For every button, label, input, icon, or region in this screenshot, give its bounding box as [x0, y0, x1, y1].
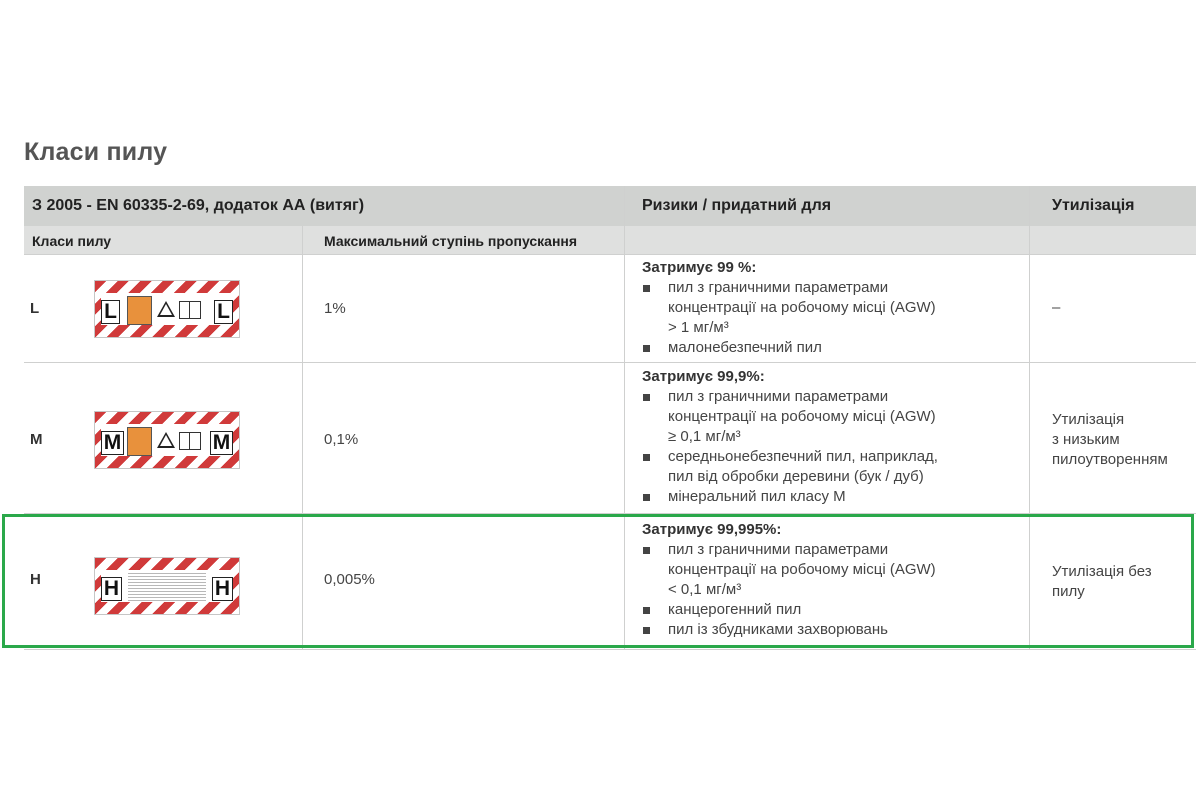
rate-l: 1% — [324, 300, 346, 317]
rate-m: 0,1% — [324, 431, 359, 448]
subheader-risks-cell — [625, 226, 1029, 254]
risk-item: мінеральний пил класу М — [642, 487, 1022, 507]
dust-class-l-sticker-icon — [94, 280, 240, 338]
risk-item-cont: пил від обробки деревини (бук / дуб) — [668, 468, 924, 485]
disposal-line: пилоутворенням — [1052, 451, 1168, 468]
header-risks: Ризики / придатний для — [642, 197, 832, 214]
risk-item-cont: ≥ 0,1 мг/м³ — [668, 428, 741, 445]
risk-item-cont: концентрації на робочому місці (AGW) — [668, 299, 936, 316]
disposal-line: – — [1052, 299, 1061, 316]
disposal-line: з низьким — [1052, 431, 1120, 448]
sticker-letter-m-right: M — [210, 431, 233, 455]
risk-item-cont: < 0,1 мг/м³ — [668, 581, 742, 598]
sticker-letter-l-right: L — [214, 300, 233, 324]
sticker-letter-m-left: M — [101, 431, 124, 455]
risk-heading-l: Затримує 99 %: — [642, 259, 757, 276]
disposal-line: Утилізація без — [1052, 563, 1152, 580]
risk-item-cont: концентрації на робочому місці (AGW) — [668, 561, 936, 578]
subheader-disposal-cell — [1030, 226, 1196, 254]
header-disposal: Утилізація — [1052, 197, 1135, 214]
risk-item: пил з граничними параметрами — [642, 278, 1022, 298]
highlight-frame-h-row — [2, 514, 1194, 648]
rate-h: 0,005% — [324, 571, 375, 588]
risk-item: пил з граничними параметрами — [642, 540, 1022, 560]
risk-item: пил з граничними параметрами — [642, 387, 1022, 407]
disposal-l — [1052, 298, 1060, 318]
risk-item: середньонебезпечний пил, наприклад, — [642, 447, 1022, 467]
dust-class-m-sticker-icon — [94, 411, 240, 469]
disposal-m — [1052, 410, 1168, 470]
risk-item-cont: > 1 мг/м³ — [668, 319, 729, 336]
risk-item: канцерогенний пил — [642, 600, 1022, 620]
sticker-letter-h-left: H — [101, 577, 122, 601]
disposal-line: пилу — [1052, 583, 1085, 600]
page-title: Класи пилу — [24, 138, 168, 166]
class-label-l: L — [30, 300, 40, 317]
subheader-max-permeability: Максимальний ступінь пропускання — [324, 233, 578, 249]
class-label-h: H — [30, 571, 41, 588]
risk-item: пил із збудниками захворювань — [642, 620, 1022, 640]
risk-list-l — [642, 258, 1022, 358]
class-label-m: M — [30, 431, 43, 448]
disposal-line: Утилізація — [1052, 411, 1125, 428]
risk-heading-m: Затримує 99,9%: — [642, 368, 765, 385]
subheader-dust-class: Класи пилу — [32, 233, 112, 249]
risk-list-m — [642, 367, 1022, 507]
risk-item-cont: концентрації на робочому місці (AGW) — [668, 408, 936, 425]
header-standard: З 2005 - EN 60335-2-69, додаток АА (витяг) — [32, 197, 365, 214]
risk-item: малонебезпечний пил — [642, 338, 1022, 358]
sticker-letter-l-left: L — [101, 300, 120, 324]
risk-heading-h: Затримує 99,995%: — [642, 521, 782, 538]
sticker-letter-h-right: H — [212, 577, 233, 601]
